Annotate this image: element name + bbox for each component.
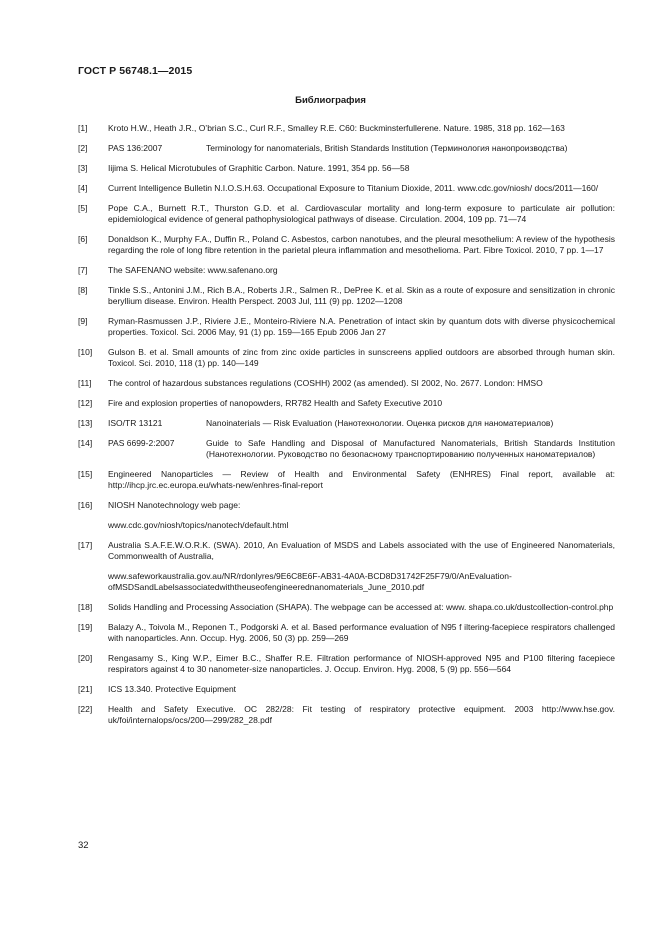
reference-text: The SAFENANO website: www.safenano.org <box>108 265 278 275</box>
reference-number: [15] <box>78 469 93 479</box>
reference-item <box>78 347 615 369</box>
reference-item <box>78 653 615 675</box>
reference-item <box>78 469 615 491</box>
reference-url: www.cdc.gov/niosh/topics/nanotech/default.html <box>108 520 289 530</box>
reference-text: Nanoinaterials — Risk Evaluation (Нанотехнологии. Оценка рисков для наноматериалов) <box>206 418 554 428</box>
reference-url: www.safeworkaustralia.gov.au/NR/rdonlyres/9E6C8E6F-AB31-4A0A-BCD8D31742F25F79/0/AnEvaluationofMSDSandLabelsassociatedwiththeuseofengineerednanomaterials_June_2010.pdf <box>108 571 512 592</box>
reference-number: [11] <box>78 378 92 388</box>
reference-item <box>78 234 615 256</box>
reference-number: [2] <box>78 143 88 153</box>
reference-number: [1] <box>78 123 88 133</box>
reference-number: [19] <box>78 622 93 632</box>
reference-text: Iijima S. Helical Microtubules of Graphitic Carbon. Nature. 1991, 354 pp. 56—58 <box>108 163 410 173</box>
reference-item <box>78 163 615 174</box>
reference-text: Balazy A., Toivola M., Reponen T., Podgorski A. et al. Based performance evaluation of N95 f iltering-facepiece respirators challenged with nanoparticles. Ann. Occup. Hyg. 2006, 50 (3) pp. 259—269 <box>108 622 615 643</box>
standard-header: ГОСТ Р 56748.1—2015 <box>78 65 193 77</box>
reference-item <box>78 378 615 389</box>
reference-text: Fire and explosion properties of nanopowders, RR782 Health and Safety Executive 2010 <box>108 398 443 408</box>
reference-text: Pope C.A., Burnett R.T., Thurston G.D. et al. Cardiovascular mortality and long-term exposure to particulate air pollution: epidemiological evidence of general pathophysiological pathways of disease. Circulation. 2004, 109 pp. 71—74 <box>108 203 615 224</box>
reference-item <box>78 398 615 409</box>
reference-text: Guide to Safe Handling and Disposal of Manufactured Nanomaterials, British Standards Institution (Нанотехнологии. Руководство по безопасному транспортированию полученных наноматериалов) <box>206 438 615 459</box>
reference-text: ICS 13.340. Protective Equipment <box>108 684 237 694</box>
reference-number: [20] <box>78 653 93 663</box>
reference-item <box>78 316 615 338</box>
reference-item <box>78 500 615 531</box>
reference-number: [16] <box>78 500 93 510</box>
reference-item <box>78 143 615 154</box>
reference-number: [17] <box>78 540 93 550</box>
reference-number: [14] <box>78 438 93 448</box>
reference-text: Rengasamy S., King W.P., Eimer B.C., Shaffer R.E. Filtration performance of NIOSH-approved N95 and P100 filtering facepiece respirators against 4 to 30 nanometer-size nanoparticles. J. Occup. Environ. Hyg. 2008, 5 (9) pp. 556—564 <box>108 653 615 674</box>
reference-number: [18] <box>78 602 93 612</box>
page-number: 32 <box>78 840 89 851</box>
reference-text: NIOSH Nanotechnology web page: <box>108 500 241 510</box>
reference-text: Gulson B. et al. Small amounts of zinc from zinc oxide particles in sunscreens applied outdoors are absorbed through human skin. Toxicol. Sci. 2010, 118 (1) pp. 140—149 <box>108 347 615 368</box>
reference-item <box>78 684 615 695</box>
reference-text: Engineered Nanoparticles — Review of Health and Environmental Safety (ENHRES) Final report, available at: http://ihcp.jrc.ec.europa.eu/whats-new/enhres-final-report <box>108 469 615 490</box>
reference-number: [8] <box>78 285 88 295</box>
reference-text: Donaldson K., Murphy F.A., Duffin R., Poland C. Asbestos, carbon nanotubes, and the pleural mesothelium: A review of the hypothesis regarding the role of long fibre retention in the parietal pleura inflammation and mesothelioma. Part. Fibre Toxicol. 2010, 7 pp. 1—17 <box>108 234 615 255</box>
reference-number: [13] <box>78 418 93 428</box>
reference-text: Tinkle S.S., Antonini J.M., Rich B.A., Roberts J.R., Salmen R., DePree K. et al. Skin as a route of exposure and sensitization in chronic beryllium disease. Environ. Health Perspect. 2003 Jul, 111 (9) pp. 1202—1208 <box>108 285 615 306</box>
reference-number: [3] <box>78 163 88 173</box>
reference-number: [4] <box>78 183 88 193</box>
reference-text: Kroto H.W., Heath J.R., O’brian S.C., Curl R.F., Smalley R.E. C60: Buckminsterfullerene. Nature. 1985, 318 pp. 162—163 <box>108 123 565 133</box>
reference-item <box>78 265 615 276</box>
bibliography-title: Библиография <box>295 95 366 106</box>
reference-number: [6] <box>78 234 88 244</box>
reference-text: Health and Safety Executive. OC 282/28: Fit testing of respiratory protective equipment. 2003 http://www.hse.gov. uk/foi/internalops/ocs/200—299/282_28.pdf <box>108 704 615 725</box>
reference-item <box>78 183 615 194</box>
reference-number: [22] <box>78 704 93 714</box>
reference-item <box>78 418 615 429</box>
reference-item <box>78 540 615 593</box>
reference-number: [21] <box>78 684 93 694</box>
reference-number: [9] <box>78 316 88 326</box>
reference-text: Terminology for nanomaterials, British Standards Institution (Терминология нанопроизводства) <box>206 143 568 153</box>
reference-number: [12] <box>78 398 93 408</box>
reference-list <box>78 123 615 726</box>
reference-item <box>78 203 615 225</box>
reference-text: Ryman-Rasmussen J.P., Riviere J.E., Monteiro-Riviere N.A. Penetration of intact skin by quantum dots with diverse physicochemical properties. Toxicol. Sci. 2006 May, 91 (1) pp. 159—165 Epub 2006 Jan 27 <box>108 316 615 337</box>
reference-text: The control of hazardous substances regulations (COSHH) 2002 (as amended). SI 2002, No. 2677. London: HMSO <box>108 378 543 388</box>
reference-item <box>78 123 615 134</box>
reference-item <box>78 704 615 726</box>
reference-number: [5] <box>78 203 88 213</box>
reference-standard-code: PAS 136:2007 <box>108 143 163 153</box>
reference-standard-code: PAS 6699-2:2007 <box>108 438 175 448</box>
reference-text: Current Intelligence Bulletin N.I.O.S.H.63. Occupational Exposure to Titanium Dioxide, 2011. www.cdc.gov/niosh/ docs/2011—160/ <box>108 183 599 193</box>
reference-item <box>78 602 615 613</box>
reference-item <box>78 438 615 460</box>
reference-item <box>78 622 615 644</box>
reference-standard-code: ISO/TR 13121 <box>108 418 163 428</box>
reference-number: [10] <box>78 347 93 357</box>
reference-text: Australia S.A.F.E.W.O.R.K. (SWA). 2010, An Evaluation of MSDS and Labels associated with the use of Engineered Nanomaterials, Commonwealth of Australia, <box>108 540 615 561</box>
reference-text: Solids Handling and Processing Association (SHAPA). The webpage can be accessed at: www. shapa.co.uk/dustcollection-control.php <box>108 602 614 612</box>
reference-number: [7] <box>78 265 88 275</box>
reference-item <box>78 285 615 307</box>
